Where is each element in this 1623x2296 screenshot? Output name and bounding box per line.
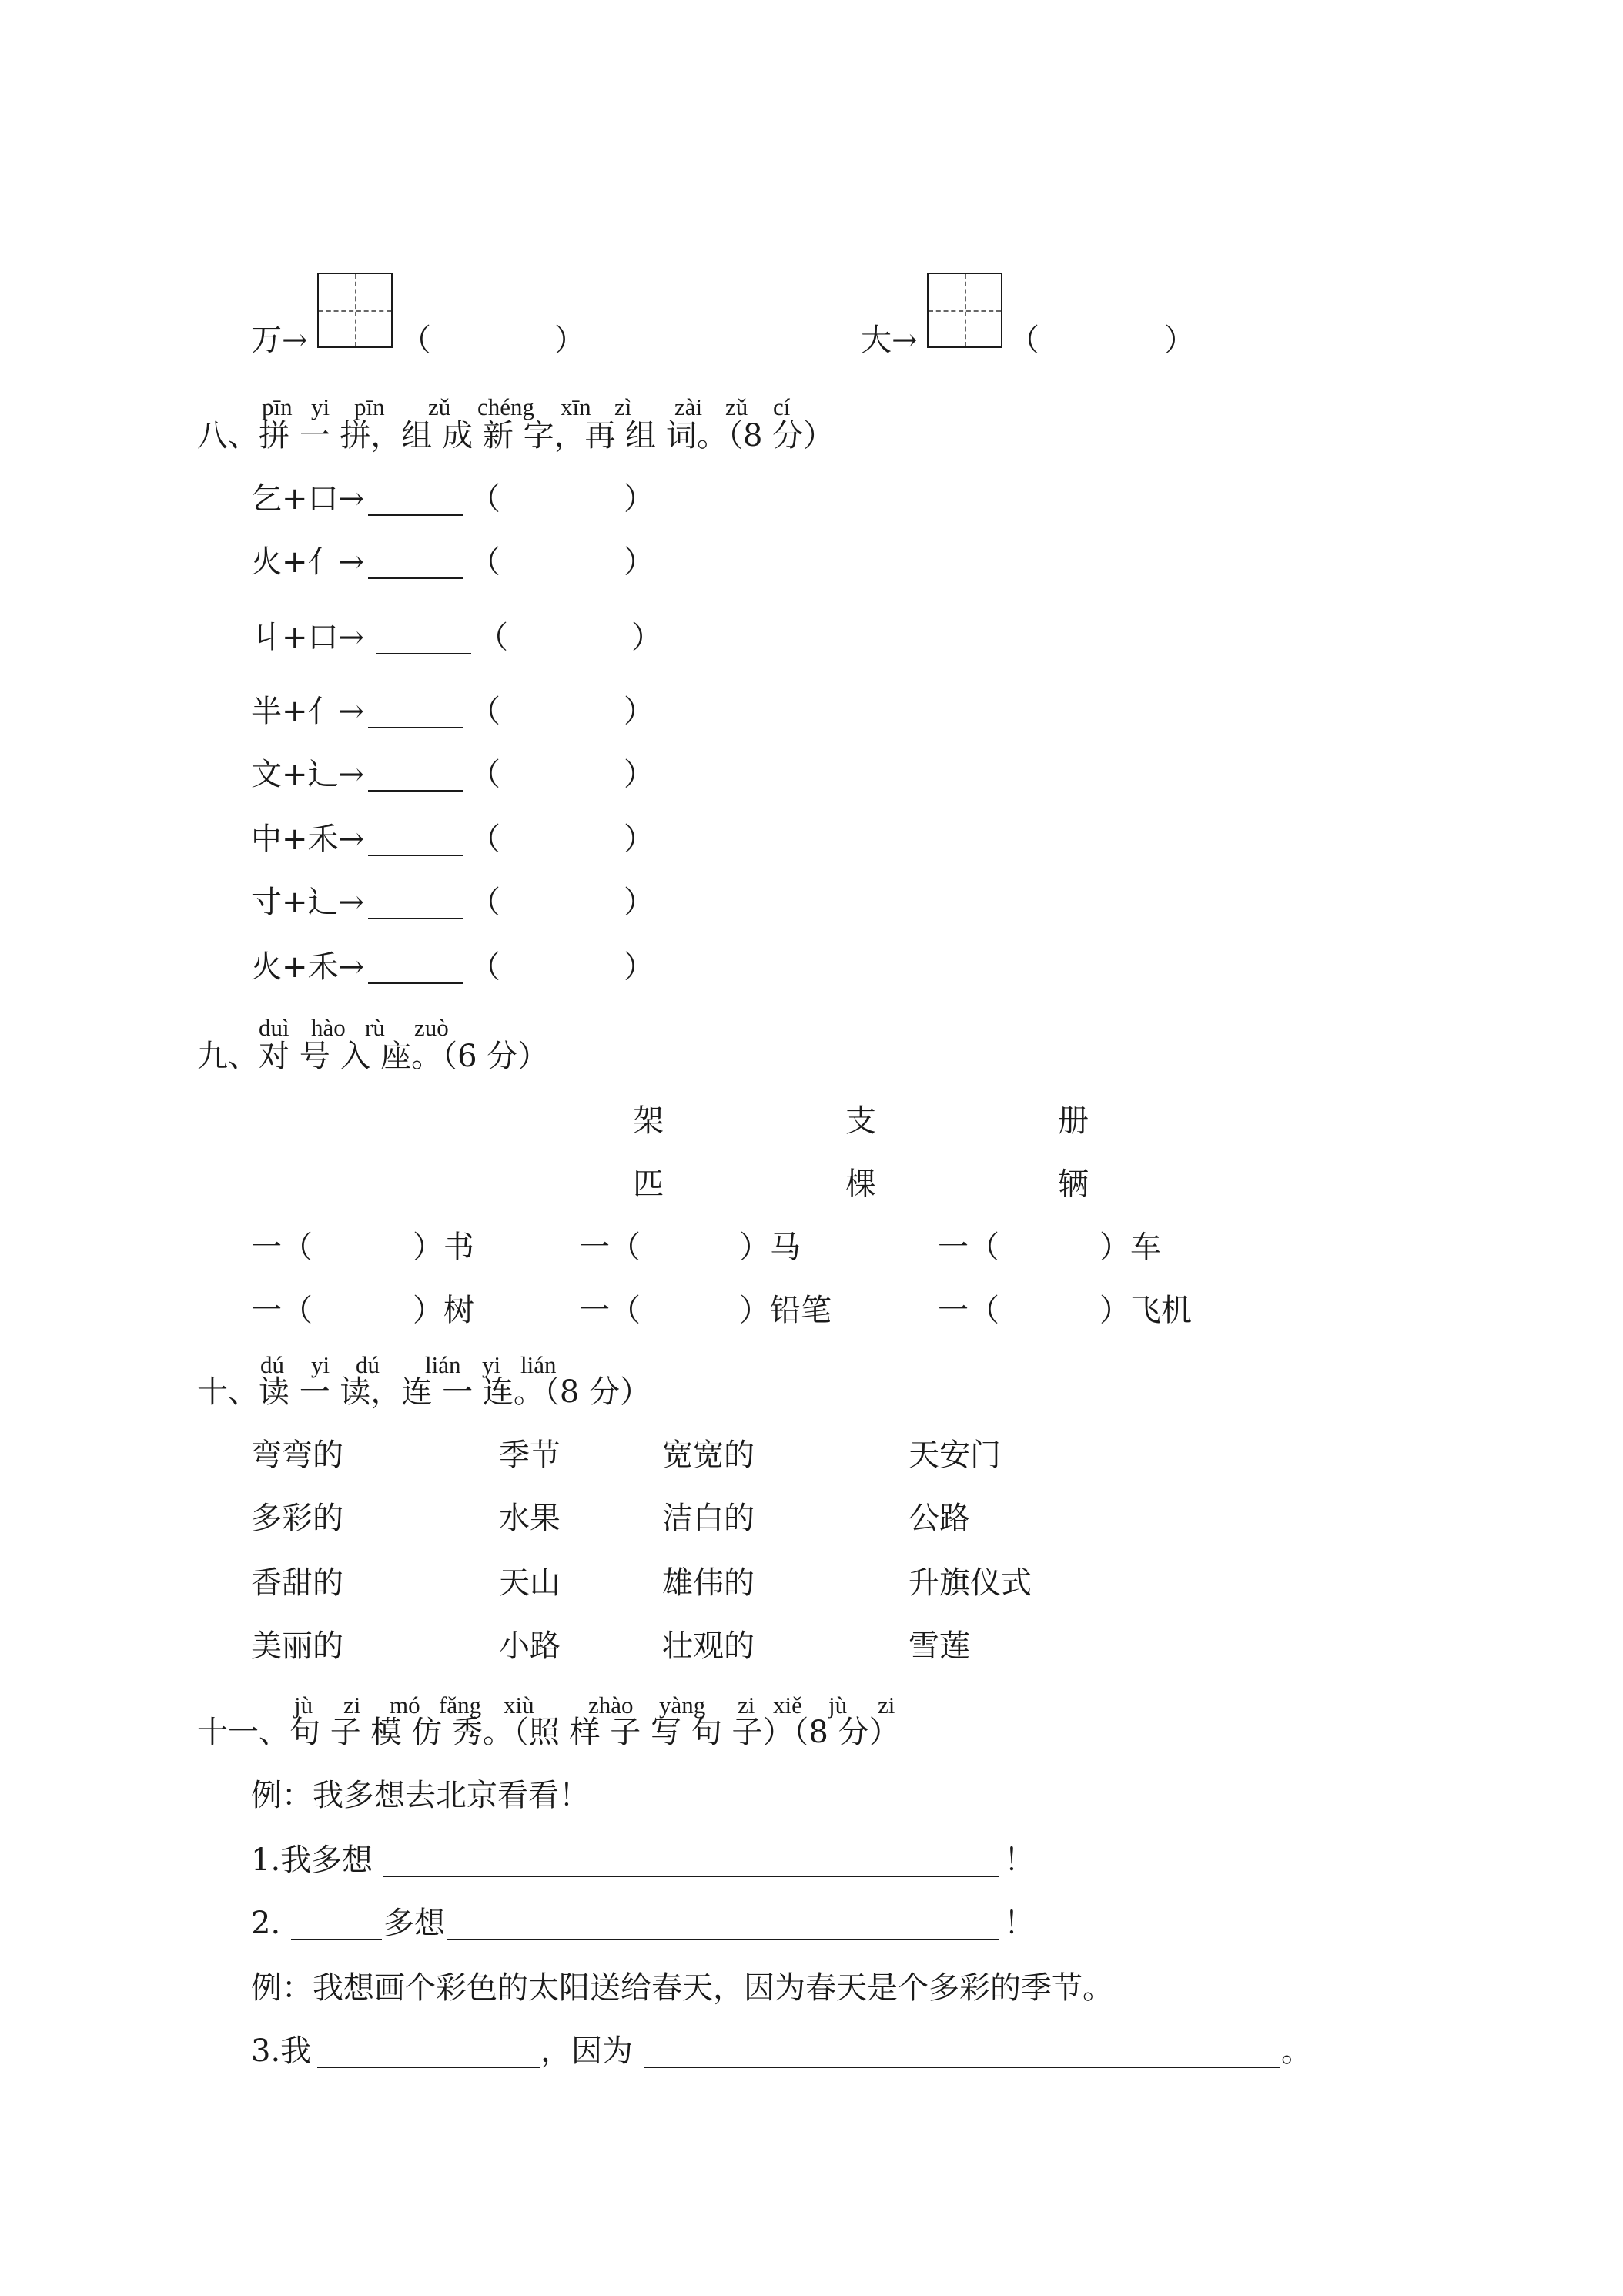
s11-q2-end: ！ [1004,1906,1035,1941]
s8-item-paren-open: （ [470,694,500,729]
s11-q1-end: ！ [1004,1842,1035,1878]
s9-r2-suffix-3: ）飞机 [1099,1293,1192,1328]
s9-r2-prefix-2: 一（ [579,1293,641,1328]
s8-pinyin-9: zǔ [725,393,748,420]
s8-item-paren-close: ） [624,694,654,729]
s8-item-label: 乞+口→ [251,481,365,517]
top-right-char: 大→ [861,323,918,358]
s9-choice-4: 匹 [633,1166,664,1202]
s11-q3-first-line[interactable] [317,2067,540,2068]
s11-q1-prefix: 1.我多想 [251,1842,373,1878]
s11-q3-prefix: 3.我 [251,2033,312,2069]
s10-pinyin-6: lián [520,1351,557,1378]
s8-pinyin-2: yi [311,393,330,420]
s8-item-label: 丩+口→ [251,620,365,655]
s11-q2-prefix: 2. [251,1906,281,1941]
s10-col4-item[interactable]: 雪莲 [909,1628,970,1664]
s10-pinyin-4: lián [425,1351,461,1378]
s11-pinyin-6: zhào [588,1692,634,1719]
s10-col1-item[interactable]: 弯弯的 [251,1438,343,1473]
s8-item-answer-line[interactable] [376,653,471,654]
s9-r1-suffix-1: ）书 [413,1230,474,1265]
top-left-char: 万→ [251,323,308,358]
s8-item-paren-close: ） [624,481,654,517]
s9-r1-prefix-1: 一（ [251,1230,313,1265]
s10-col1-item[interactable]: 多彩的 [251,1501,343,1536]
s10-pinyin-5: yi [482,1351,501,1378]
s8-pinyin-10: cí [773,393,791,420]
s9-r1-prefix-3: 一（ [938,1230,999,1265]
s9-choice-3: 册 [1058,1103,1089,1139]
s11-example-1: 例：我多想去北京看看！ [251,1778,590,1813]
s9-r2-suffix-2: ）铅笔 [739,1293,832,1328]
s9-r1-suffix-3: ）车 [1099,1230,1161,1265]
s8-item-label: 中+禾→ [251,822,365,857]
s11-q3-second-line[interactable] [644,2067,1280,2068]
s9-pinyin-4: zuò [414,1014,449,1041]
top-left-paren-open: （ [400,323,431,358]
s8-pinyin-8: zài [674,393,703,420]
s10-col2-item[interactable]: 季节 [499,1438,561,1473]
s11-q2-subject-line[interactable] [291,1939,382,1940]
s9-r1-prefix-2: 一（ [579,1230,641,1265]
s11-q2-answer-line[interactable] [447,1939,999,1940]
s8-item-paren-open: （ [470,481,500,517]
s11-pinyin-1: jù [294,1692,313,1719]
s11-q3-mid: ，因为 [540,2033,633,2069]
s8-pinyin-6: xīn [561,393,591,420]
s9-pinyin-1: duì [259,1014,289,1041]
s11-q2-mid: 多想 [383,1906,445,1941]
s9-choice-5: 棵 [845,1166,876,1202]
s8-item-paren-open: （ [470,757,500,792]
s8-item-paren-close: ） [624,822,654,857]
s8-item-answer-line[interactable] [368,855,463,856]
s9-pinyin-3: rù [365,1014,385,1041]
s11-pinyin-7: yàng [659,1692,706,1719]
s8-pinyin-4: zǔ [428,393,451,420]
s9-r2-suffix-1: ）树 [413,1293,474,1328]
s10-pinyin-3: dú [356,1351,380,1378]
s10-pinyin-2: yi [311,1351,330,1378]
s8-item-answer-line[interactable] [368,918,463,919]
s10-col1-item[interactable]: 香甜的 [251,1565,343,1601]
s9-pinyin-2: hào [311,1014,346,1041]
s8-pinyin-7: zì [614,393,632,420]
s10-col3-item[interactable]: 壮观的 [662,1628,755,1664]
s8-item-paren-open: （ [470,822,500,857]
s10-col3-item[interactable]: 宽宽的 [662,1438,755,1473]
tianzige-grid-left[interactable] [317,273,393,348]
s10-col2-item[interactable]: 天山 [499,1565,561,1601]
s8-item-label: 寸+辶→ [251,885,365,920]
s9-choice-1: 架 [633,1103,664,1139]
s8-item-paren-close: ） [631,620,662,655]
s11-pinyin-10: jù [828,1692,848,1719]
s8-item-answer-line[interactable] [368,514,463,516]
s10-col2-item[interactable]: 水果 [499,1501,561,1536]
s8-item-label: 文+辶→ [251,757,365,792]
s8-pinyin-5: chéng [477,393,535,420]
s8-item-answer-line[interactable] [368,577,463,579]
s8-item-paren-close: ） [624,949,654,985]
s9-choice-6: 辆 [1058,1166,1089,1202]
s9-r2-prefix-3: 一（ [938,1293,999,1328]
tianzige-grid-right[interactable] [927,273,1002,348]
s8-item-answer-line[interactable] [368,982,463,984]
section11-title: 十一、句 子 模 仿 秀。（照 样 子 写 句 子）（8 分） [197,1715,900,1750]
s8-item-label: 火+亻→ [251,544,365,580]
s11-pinyin-2: zi [343,1692,361,1719]
s8-pinyin-1: pīn [262,393,293,420]
top-right-paren-open: （ [1009,323,1039,358]
section10-title: 十、读 一 读，连 一 连。（8 分） [197,1374,651,1410]
s11-q1-answer-line[interactable] [383,1876,999,1877]
s10-col2-item[interactable]: 小路 [499,1628,561,1664]
s10-pinyin-1: dú [260,1351,284,1378]
s8-item-paren-close: ） [624,757,654,792]
s8-item-paren-open: （ [470,949,500,985]
s9-r1-suffix-2: ）马 [739,1230,801,1265]
s8-item-paren-open: （ [470,544,500,580]
top-left-paren-close: ） [554,323,585,358]
s11-q3-end: 。 [1281,2033,1312,2069]
s9-r2-prefix-1: 一（ [251,1293,313,1328]
section8-title: 八、拼 一 拼，组 成 新 字，再 组 词。（8 分） [197,418,835,454]
s11-pinyin-9: xiě [773,1692,802,1719]
s11-pinyin-3: mó [390,1692,420,1719]
s10-col4-item[interactable]: 升旗仪式 [909,1565,1032,1601]
s11-pinyin-8: zi [738,1692,755,1719]
s8-item-paren-open: （ [477,620,508,655]
s9-choice-2: 支 [845,1103,876,1139]
s8-pinyin-3: pīn [354,393,385,420]
s8-item-answer-line[interactable] [368,790,463,792]
s10-col4-item[interactable]: 公路 [909,1501,970,1536]
s8-item-paren-open: （ [470,885,500,920]
s11-pinyin-4: fǎng [439,1692,482,1719]
s8-item-answer-line[interactable] [368,727,463,728]
s8-item-label: 半+亻→ [251,694,365,729]
s10-col1-item[interactable]: 美丽的 [251,1628,343,1664]
top-right-paren-close: ） [1164,323,1195,358]
section9-title: 九、对 号 入 座。（6 分） [197,1039,549,1074]
s11-pinyin-5: xiù [504,1692,534,1719]
s10-col4-item[interactable]: 天安门 [909,1438,1001,1473]
s11-pinyin-11: zi [878,1692,895,1719]
s8-item-paren-close: ） [624,885,654,920]
s11-example-2: 例：我想画个彩色的太阳送给春天，因为春天是个多彩的季节。 [251,1970,1113,2006]
s10-col3-item[interactable]: 洁白的 [662,1501,755,1536]
s8-item-label: 火+禾→ [251,949,365,985]
s8-item-paren-close: ） [624,544,654,580]
s10-col3-item[interactable]: 雄伟的 [662,1565,755,1601]
